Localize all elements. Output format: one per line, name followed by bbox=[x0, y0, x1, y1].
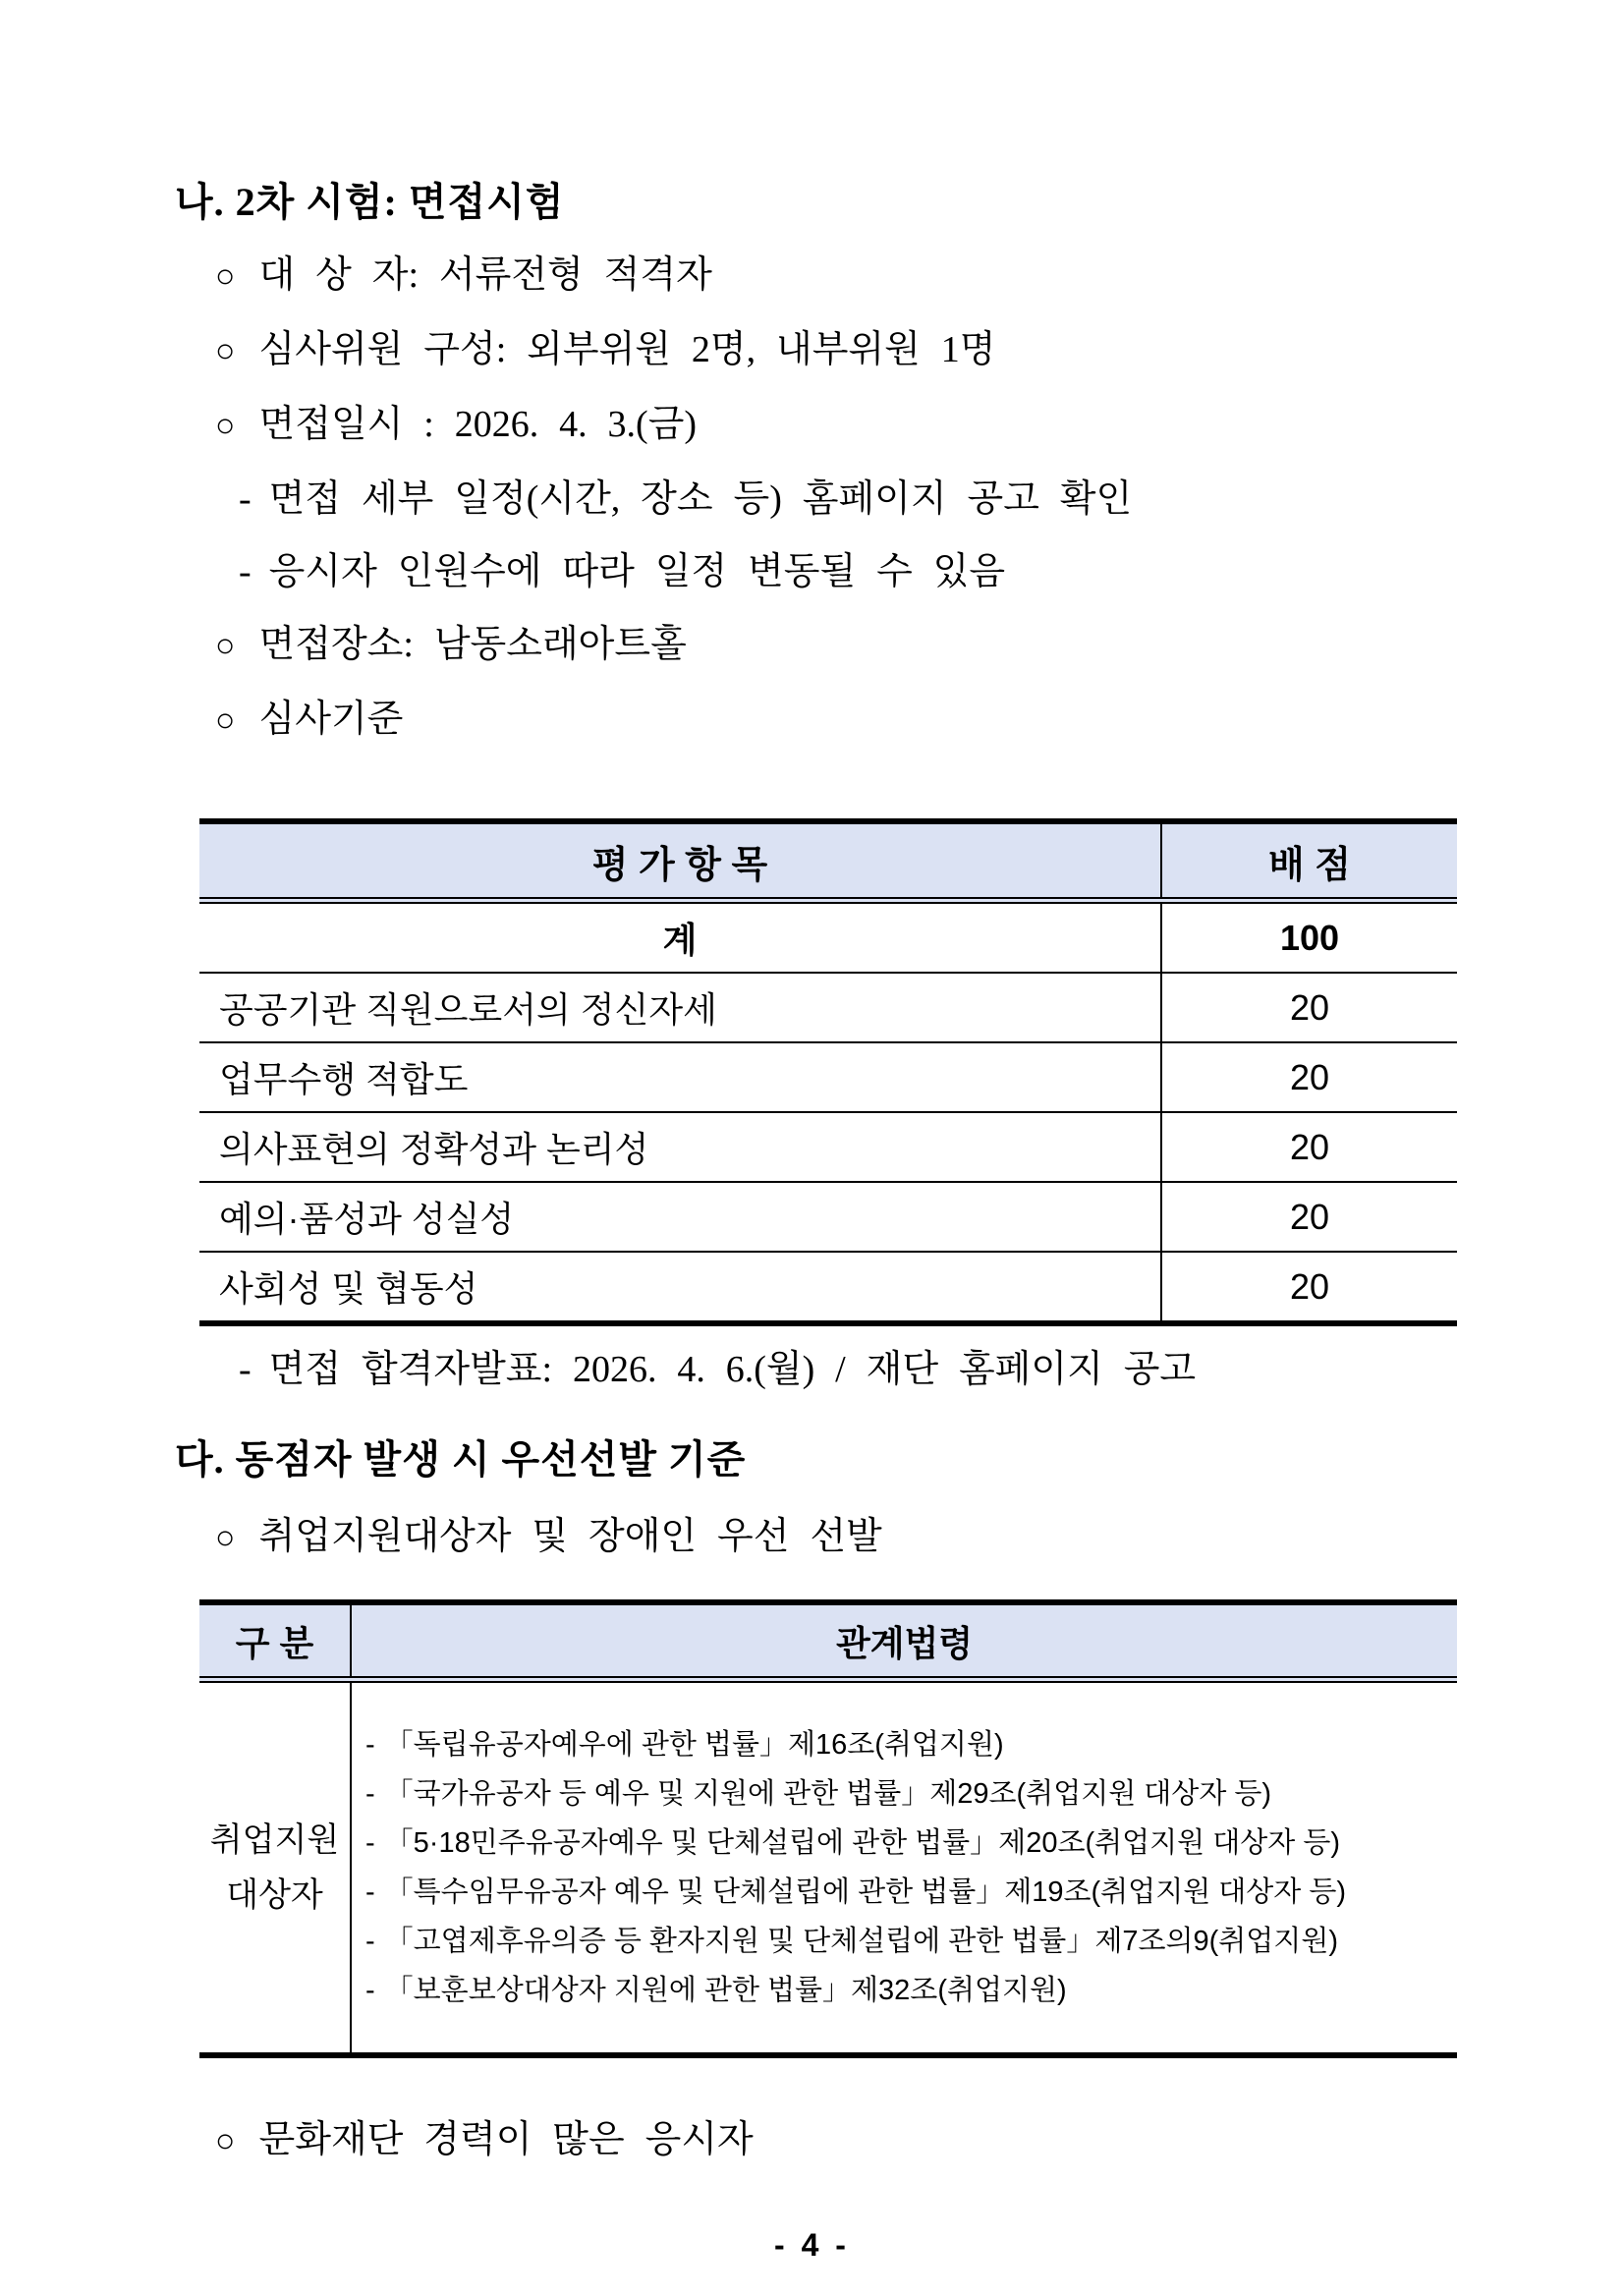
evaluation-table bbox=[199, 818, 1457, 1326]
dash-bullet-icon: - bbox=[365, 1926, 375, 1957]
cell-item: 업무수행 적합도 bbox=[199, 1043, 1162, 1111]
category-line: 대상자 bbox=[226, 1876, 323, 1914]
law-item bbox=[365, 1966, 1067, 2015]
header-cell-category: 구 분 bbox=[199, 1605, 352, 1676]
circle-bullet-icon: ○ bbox=[215, 408, 236, 444]
dash-line-result bbox=[239, 1333, 1624, 1406]
evaluation-table-header bbox=[199, 824, 1457, 904]
law-table-body bbox=[199, 1683, 1457, 2052]
bullet-line-criteria bbox=[215, 683, 1624, 757]
section-c-heading: 다. 동점자 발생 시 우선선발 기준 bbox=[175, 1437, 747, 1482]
circle-bullet-icon: ○ bbox=[215, 333, 236, 369]
table-row bbox=[199, 974, 1457, 1043]
cell-points: 20 bbox=[1289, 1196, 1330, 1237]
dash-bullet-icon: - bbox=[365, 1729, 375, 1761]
cell-points: 100 bbox=[1279, 917, 1340, 958]
circle-bullet-icon: ○ bbox=[215, 1520, 236, 1556]
cell-item: 예의·품성과 성실성 bbox=[199, 1183, 1162, 1251]
law-item bbox=[365, 1769, 1271, 1819]
bullet-text: 면접일시 : 2026. 4. 3.(금) bbox=[258, 404, 698, 445]
bullet-line-target bbox=[215, 239, 1624, 313]
law-item bbox=[365, 1868, 1346, 1917]
bullet-line-place bbox=[215, 608, 1624, 683]
header-cell-item: 평 가 항 목 bbox=[199, 824, 1162, 897]
law-text: 「국가유공자 등 예우 및 지원에 관한 법률」제29조(취업지원 대상자 등) bbox=[384, 1778, 1272, 1810]
bullet-text: 취업지원대상자 및 장애인 우선 선발 bbox=[258, 1516, 882, 1557]
cell-points: 20 bbox=[1289, 1265, 1330, 1307]
bullet-text: 심사위원 구성: 외부위원 2명, 내부위원 1명 bbox=[258, 329, 996, 370]
cell-item: 공공기관 직원으로서의 정신자세 bbox=[199, 974, 1162, 1041]
law-table-header bbox=[199, 1605, 1457, 1683]
cell-item: 의사표현의 정확성과 논리성 bbox=[199, 1113, 1162, 1181]
dash-line-change bbox=[239, 535, 1624, 608]
bullet-line-date bbox=[215, 388, 1624, 463]
cell-points: 20 bbox=[1289, 986, 1330, 1028]
law-text: 「고엽제후유의증 등 환자지원 및 단체설립에 관한 법률」제7조의9(취업지원) bbox=[384, 1926, 1338, 1957]
dash-bullet-icon: - bbox=[365, 1827, 375, 1859]
bullet-line-committee bbox=[215, 313, 1624, 388]
dash-bullet-icon: - bbox=[239, 1349, 252, 1390]
cell-points: 20 bbox=[1289, 1056, 1330, 1097]
dash-bullet-icon: - bbox=[365, 1778, 375, 1810]
table-row bbox=[199, 1113, 1457, 1183]
law-text: 「특수임무유공자 예우 및 단체설립에 관한 법률」제19조(취업지원 대상자 등) bbox=[384, 1876, 1347, 1908]
cell-points: 20 bbox=[1289, 1126, 1330, 1167]
law-text: 「보훈보상대상자 지원에 관한 법률」제32조(취업지원) bbox=[384, 1975, 1067, 2006]
header-cell-laws: 관계법령 bbox=[835, 1622, 974, 1663]
cell-item: 계 bbox=[199, 904, 1162, 972]
circle-bullet-icon: ○ bbox=[215, 2123, 236, 2159]
dash-bullet-icon: - bbox=[239, 478, 252, 520]
table-row bbox=[199, 1043, 1457, 1113]
bullet-text: 문화재단 경력이 많은 응시자 bbox=[258, 2119, 754, 2160]
circle-bullet-icon: ○ bbox=[215, 628, 236, 664]
table-row bbox=[199, 1253, 1457, 1320]
page-number: - 4 - bbox=[774, 2227, 850, 2263]
law-item bbox=[365, 1819, 1340, 1868]
dash-bullet-icon: - bbox=[365, 1975, 375, 2006]
dash-line-schedule bbox=[239, 463, 1624, 535]
bullet-text: 면접장소: 남동소래아트홀 bbox=[258, 624, 687, 665]
dash-bullet-icon: - bbox=[239, 551, 252, 592]
dash-text: 면접 세부 일정(시간, 장소 등) 홈페이지 공고 확인 bbox=[268, 478, 1133, 520]
dash-bullet-icon: - bbox=[365, 1876, 375, 1908]
category-line: 취업지원 bbox=[209, 1821, 340, 1859]
cell-item: 사회성 및 협동성 bbox=[199, 1253, 1162, 1320]
circle-bullet-icon: ○ bbox=[215, 258, 236, 295]
dash-text: 면접 합격자발표: 2026. 4. 6.(월) / 재단 홈페이지 공고 bbox=[268, 1349, 1197, 1390]
law-item bbox=[365, 1917, 1338, 1966]
circle-bullet-icon: ○ bbox=[215, 702, 236, 739]
bullet-text: 대 상 자: 서류전형 적격자 bbox=[258, 254, 712, 296]
bullet-line-experience bbox=[215, 2103, 1624, 2178]
table-row bbox=[199, 1183, 1457, 1253]
table-row-total bbox=[199, 904, 1457, 974]
priority-law-table bbox=[199, 1599, 1457, 2058]
header-cell-points: 배 점 bbox=[1268, 844, 1351, 886]
section-b-heading: 나. 2차 시험: 면접시험 bbox=[175, 180, 565, 224]
law-text: 「5·18민주유공자예우 및 단체설립에 관한 법률」제20조(취업지원 대상자 등) bbox=[384, 1827, 1341, 1859]
cell-category bbox=[199, 1683, 352, 2052]
bullet-text: 심사기준 bbox=[258, 699, 404, 740]
law-item bbox=[365, 1720, 1004, 1769]
law-text: 「독립유공자예우에 관한 법률」제16조(취업지원) bbox=[384, 1729, 1004, 1761]
bullet-line-priority bbox=[215, 1500, 1624, 1575]
dash-text: 응시자 인원수에 따라 일정 변동될 수 있음 bbox=[268, 551, 1006, 592]
cell-laws bbox=[352, 1683, 1457, 2052]
